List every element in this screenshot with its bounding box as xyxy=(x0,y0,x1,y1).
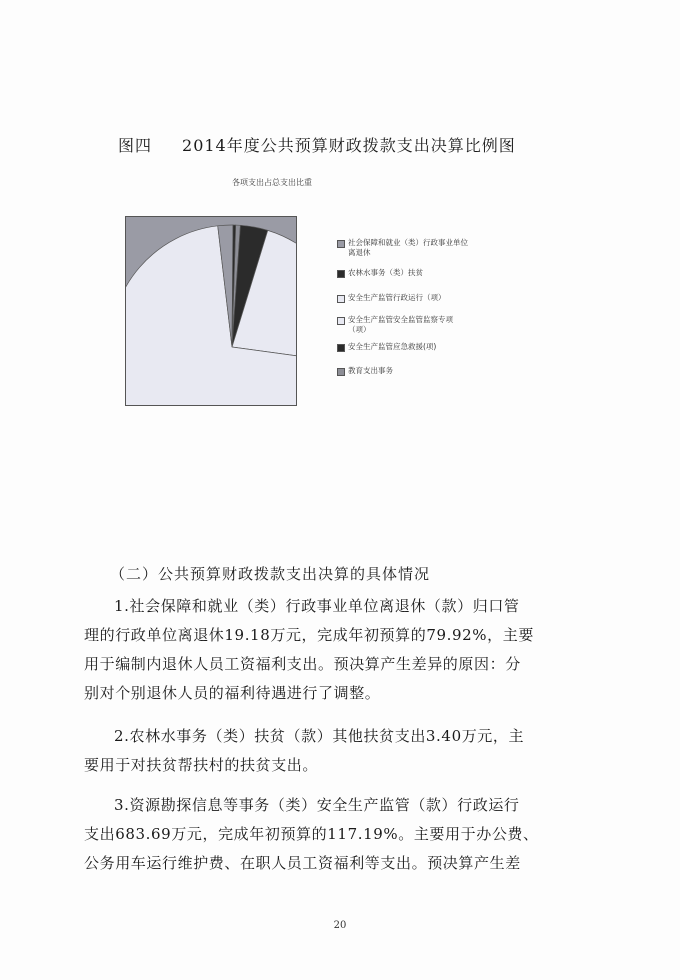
legend-swatch xyxy=(337,295,345,303)
legend-label: 安全生产监管安全监管监察专项（项） xyxy=(348,315,453,334)
legend-label: 安全生产监管行政运行（项） xyxy=(348,293,446,302)
pie-chart xyxy=(125,216,297,406)
paragraph-line: 支出683.69万元，完成年初预算的117.19%。主要用于办公费、 xyxy=(84,825,539,843)
section-heading: （二）公共预算财政拨款支出决算的具体情况 xyxy=(110,565,431,583)
paragraph-line: 3.资源勘探信息等事务（类）安全生产监管（款）行政运行 xyxy=(114,796,520,814)
page-number: 20 xyxy=(333,920,347,931)
paragraph-1 xyxy=(84,592,584,708)
paragraph-3 xyxy=(84,791,584,878)
pie-chart-svg xyxy=(126,217,296,405)
paragraph-2 xyxy=(84,722,584,780)
paragraph-line: 理的行政单位离退休19.18万元，完成年初预算的79.92%，主要 xyxy=(84,626,534,644)
legend-label: 社会保障和就业（类）行政事业单位离退休 xyxy=(348,238,468,257)
legend-item xyxy=(337,366,469,376)
legend-swatch xyxy=(337,270,345,278)
figure-title-text: 2014年度公共预算财政拨款支出决算比例图 xyxy=(182,136,516,155)
legend-swatch xyxy=(337,368,345,376)
chart-legend xyxy=(337,238,467,392)
legend-label: 农林水事务（类）扶贫 xyxy=(348,268,423,277)
legend-item xyxy=(337,315,469,335)
legend-item xyxy=(337,238,469,258)
legend-item xyxy=(337,342,469,352)
figure-label: 图四 xyxy=(118,136,153,155)
chart-title: 各项支出占总支出比重 xyxy=(232,178,312,187)
legend-label: 安全生产监管应急救援(项) xyxy=(348,342,437,351)
legend-item xyxy=(337,293,469,303)
paragraph-line: 公务用车运行维护费、在职人员工资福利等支出。预决算产生差 xyxy=(84,854,521,872)
paragraph-line: 要用于对扶贫帮扶村的扶贫支出。 xyxy=(84,756,319,774)
paragraph-line: 1.社会保障和就业（类）行政事业单位离退休（款）归口管 xyxy=(114,597,520,615)
legend-swatch xyxy=(337,317,345,325)
paragraph-line: 用于编制内退休人员工资福利支出。预决算产生差异的原因：分 xyxy=(84,655,521,673)
paragraph-line: 2.农林水事务（类）扶贫（款）其他扶贫支出3.40万元，主 xyxy=(114,727,525,745)
figure-title xyxy=(118,133,516,156)
legend-label: 教育支出事务 xyxy=(348,366,393,375)
paragraph-line: 别对个别退休人员的福利待遇进行了调整。 xyxy=(84,684,381,702)
legend-swatch xyxy=(337,344,345,352)
legend-item xyxy=(337,268,469,278)
legend-swatch xyxy=(337,240,345,248)
